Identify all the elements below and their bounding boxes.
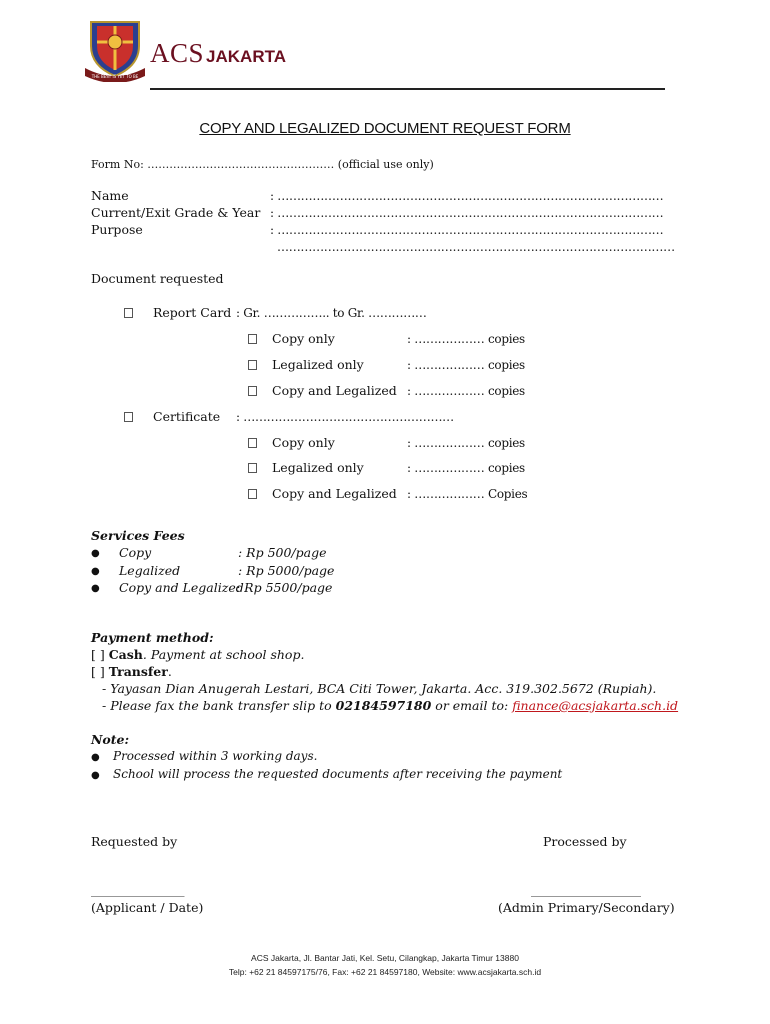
fee-name-copy-legalized: Copy and Legalized — [119, 580, 244, 595]
fax-number: 02184597180 — [335, 698, 432, 713]
fax-mid: or email to: — [431, 698, 513, 713]
brand-name — [150, 38, 286, 69]
admin-signature-line[interactable]: ____________________ — [531, 884, 641, 897]
document-requested-heading: Document requested — [91, 271, 224, 286]
requested-by-label: Requested by — [91, 834, 178, 849]
cert-copy-legalized-checkbox[interactable] — [248, 489, 257, 499]
payment-cash-row — [91, 647, 304, 662]
certificate-label: Certificate — [153, 409, 221, 424]
header-rule — [150, 88, 665, 90]
grade-year-label: Current/Exit Grade & Year — [91, 205, 261, 220]
note-heading: Note: — [91, 732, 130, 747]
fee-price-copy-legalized: : Rp 5500/page — [236, 580, 333, 595]
transfer-label: Transfer — [108, 664, 168, 679]
name-label: Name — [91, 188, 129, 203]
cert-copy-legalized-qty[interactable]: : ……………… Copies — [407, 487, 528, 501]
payment-transfer-row — [91, 664, 172, 679]
payment-method-heading: Payment method: — [91, 630, 214, 645]
report-card-grade-range[interactable]: : Gr. …………….. to Gr. …………… — [236, 306, 427, 320]
report-legalized-only-checkbox[interactable] — [248, 360, 257, 370]
report-copy-only-qty[interactable]: : ……………… copies — [407, 332, 525, 346]
fax-prefix: - Please fax the bank transfer slip to — [102, 698, 336, 713]
purpose-field-line2[interactable]: ………………………………………………………………………………………… — [277, 240, 675, 254]
report-legalized-only-qty[interactable]: : ……………… copies — [407, 358, 525, 372]
form-no-row — [91, 158, 434, 171]
school-crest-logo — [83, 16, 147, 82]
report-card-label: Report Card — [153, 305, 232, 320]
cash-checkbox[interactable]: [ ] — [91, 647, 105, 662]
bullet-icon: ● — [91, 770, 100, 781]
processed-by-label: Processed by — [543, 834, 627, 849]
fee-name-legalized: Legalized — [119, 563, 181, 578]
brand-sub: JAKARTA — [206, 47, 286, 66]
report-legalized-only-label: Legalized only — [272, 357, 364, 372]
brand-main: ACS — [150, 38, 205, 68]
finance-email-link[interactable]: finance@acsjakarta.sch.id — [512, 698, 679, 713]
cert-copy-only-label: Copy only — [272, 435, 335, 450]
report-copy-legalized-qty[interactable]: : ……………… copies — [407, 384, 525, 398]
purpose-field[interactable]: : ……………………………………………………………………………………… — [270, 223, 664, 237]
report-copy-legalized-label: Copy and Legalized — [272, 383, 397, 398]
cert-legalized-only-qty[interactable]: : ……………… copies — [407, 461, 525, 475]
applicant-caption: (Applicant / Date) — [91, 900, 204, 915]
cert-copy-legalized-label: Copy and Legalized — [272, 486, 397, 501]
note-item-processing-time: Processed within 3 working days. — [113, 749, 318, 763]
services-fees-heading: Services Fees — [91, 528, 185, 543]
fax-email-line — [102, 698, 678, 713]
applicant-signature-line[interactable]: _________________ — [91, 884, 185, 897]
form-no-note: (official use only) — [337, 158, 434, 171]
footer-address: ACS Jakarta, Jl. Bantar Jati, Kel. Setu, Cilangkap, Jakarta Timur 13880 — [251, 953, 519, 963]
bank-account-line: - Yayasan Dian Anugerah Lestari, BCA Citi Tower, Jakarta. Acc. 319.302.5672 (Rupiah). — [102, 681, 657, 696]
report-copy-only-checkbox[interactable] — [248, 334, 257, 344]
bullet-icon: ● — [91, 583, 100, 594]
fee-price-copy: : Rp 500/page — [238, 545, 327, 560]
logo-motto: THE BEST IS YET TO BE — [91, 74, 139, 79]
form-title: COPY AND LEGALIZED DOCUMENT REQUEST FORM — [199, 120, 571, 137]
bullet-icon: ● — [91, 566, 100, 577]
report-card-checkbox[interactable] — [124, 308, 133, 318]
note-item-payment-required: School will process the requested documents after receiving the payment — [113, 767, 563, 781]
cert-legalized-only-checkbox[interactable] — [248, 463, 257, 473]
transfer-dot: . — [167, 664, 172, 679]
bullet-icon: ● — [91, 752, 100, 763]
certificate-detail[interactable]: : ……………………………………………… — [236, 410, 454, 424]
footer-contact: Telp: +62 21 84597175/76, Fax: +62 21 84597180, Website: www.acsjakarta.sch.id — [228, 967, 542, 977]
form-no-label: Form No: — [91, 158, 144, 171]
name-field[interactable]: : ……………………………………………………………………………………… — [270, 189, 664, 203]
cert-copy-only-qty[interactable]: : ……………… copies — [407, 436, 525, 450]
form-no-dots[interactable]: …………………………………………… — [147, 158, 335, 171]
report-copy-legalized-checkbox[interactable] — [248, 386, 257, 396]
cash-label: Cash — [108, 647, 143, 662]
purpose-label: Purpose — [91, 222, 143, 237]
admin-caption: (Admin Primary/Secondary) — [498, 900, 675, 915]
fee-price-legalized: : Rp 5000/page — [238, 563, 335, 578]
transfer-checkbox[interactable]: [ ] — [91, 664, 105, 679]
cert-copy-only-checkbox[interactable] — [248, 438, 257, 448]
certificate-checkbox[interactable] — [124, 412, 133, 422]
grade-year-field[interactable]: : ……………………………………………………………………………………… — [270, 206, 664, 220]
bullet-icon: ● — [91, 548, 100, 559]
cash-description: . Payment at school shop. — [142, 647, 305, 662]
fee-name-copy: Copy — [119, 545, 152, 560]
report-copy-only-label: Copy only — [272, 331, 335, 346]
cert-legalized-only-label: Legalized only — [272, 460, 364, 475]
